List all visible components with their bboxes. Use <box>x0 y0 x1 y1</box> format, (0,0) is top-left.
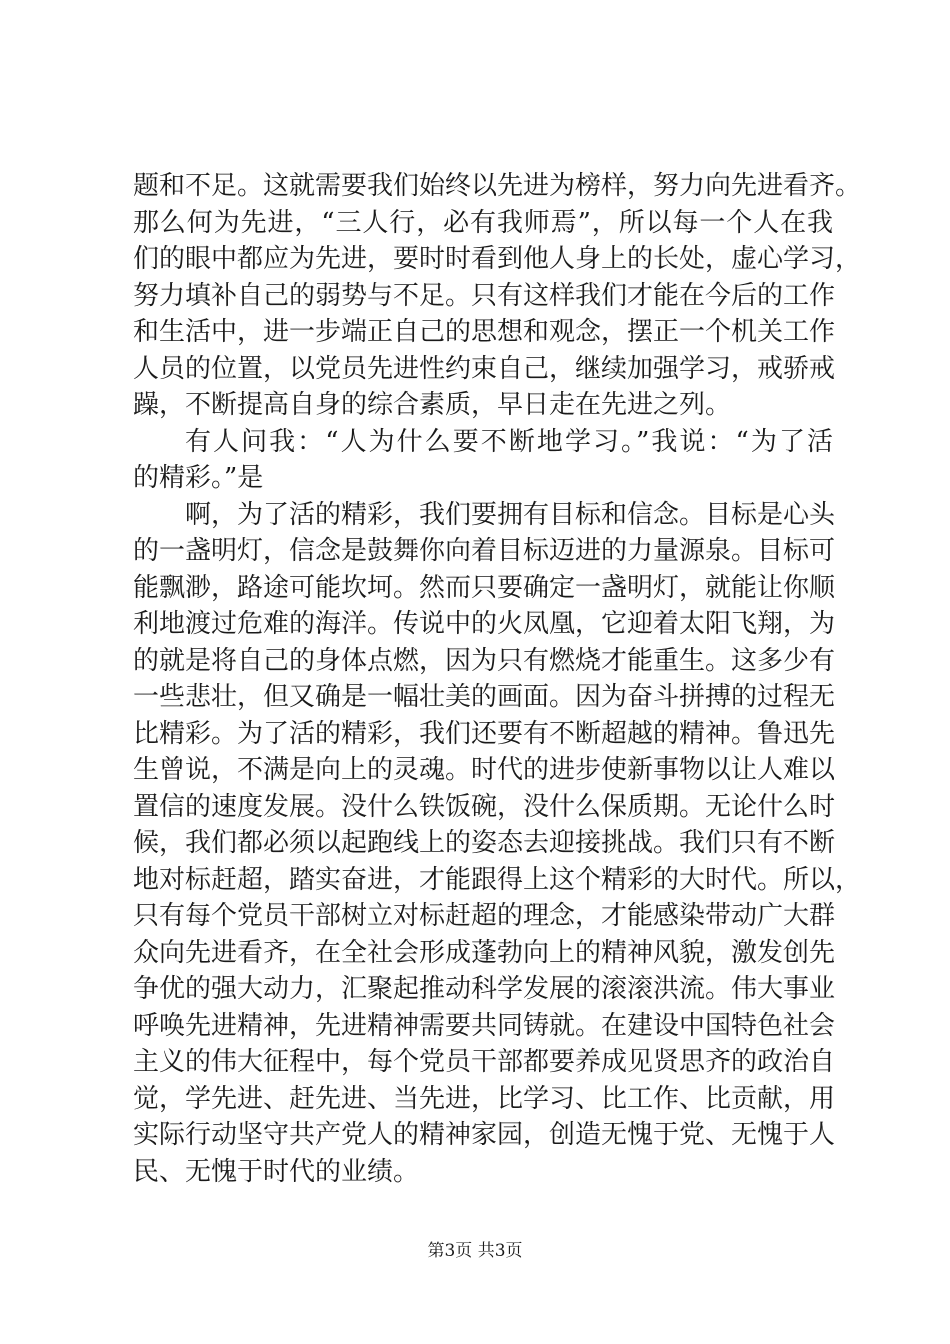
text-line: 题和不足。这就需要我们始终以先进为榜样，努力向先进看齐。 <box>133 171 862 201</box>
text-line: 能飘渺，路途可能坎坷。然而只要确定一盏明灯，就能让你顺 <box>133 572 836 603</box>
text-line: 众向先进看齐，在全社会形成蓬勃向上的精神风貌，激发创先 <box>133 937 836 968</box>
text-line: 们的眼中都应为先进，要时时看到他人身上的长处，虚心学习， <box>133 244 862 274</box>
text-line: 比精彩。为了活的精彩，我们还要有不断超越的精神。鲁迅先 <box>133 718 836 749</box>
text-line: 的一盏明灯，信念是鼓舞你向着目标迈进的力量源泉。目标可 <box>133 536 836 566</box>
text-line: 一些悲壮，但又确是一幅壮美的画面。因为奋斗拼搏的过程无 <box>133 682 836 712</box>
text-line: 觉，学先进、赶先进、当先进，比学习、比工作、比贡献，用 <box>133 1083 836 1114</box>
text-line: 人员的位置，以党员先进性约束自己，继续加强学习，戒骄戒 <box>133 353 836 384</box>
text-line: 争优的强大动力，汇聚起推动科学发展的滚滚洪流。伟大事业 <box>133 974 836 1004</box>
text-line: 利地渡过危难的海洋。传说中的火凤凰，它迎着太阳飞翔，为 <box>133 609 836 639</box>
text-line: 的就是将自己的身体点燃，因为只有燃烧才能重生。这多少有 <box>133 645 836 676</box>
text-line: 实际行动坚守共产党人的精神家园，创造无愧于党、无愧于人 <box>133 1120 836 1150</box>
document-body <box>133 168 862 1190</box>
text-line: 啊，为了活的精彩，我们要拥有目标和信念。目标是心头 <box>185 499 836 530</box>
text-line: 有人问我：“人为什么要不断地学习。”我说：“为了活 <box>185 426 833 457</box>
text-line: 躁，不断提高自身的综合素质，早日走在先进之列。 <box>133 390 732 420</box>
text-line: 主义的伟大征程中，每个党员干部都要养成见贤思齐的政治自 <box>133 1047 836 1077</box>
text-line: 的精彩。”是 <box>133 463 264 493</box>
text-line: 努力填补自己的弱势与不足。只有这样我们才能在今后的工作 <box>133 280 836 311</box>
text-line: 生曾说，不满是向上的灵魂。时代的进步使新事物以让人难以 <box>133 755 836 785</box>
text-line: 民、无愧于时代的业绩。 <box>133 1156 420 1187</box>
text-line: 地对标赶超，踏实奋进，才能跟得上这个精彩的大时代。所以， <box>133 864 862 895</box>
text-line: 候，我们都必须以起跑线上的姿态去迎接挑战。我们只有不断 <box>133 828 836 858</box>
text-line: 置信的速度发展。没什么铁饭碗，没什么保质期。无论什么时 <box>133 791 836 822</box>
text-line: 只有每个党员干部树立对标赶超的理念，才能感染带动广大群 <box>133 901 836 931</box>
text-line: 和生活中，进一步端正自己的思想和观念，摆正一个机关工作 <box>133 317 836 347</box>
page-number-footer: 第3页 共3页 <box>427 1241 523 1261</box>
text-line: 那么何为先进，“三人行，必有我师焉”，所以每一个人在我 <box>133 207 833 238</box>
text-line: 呼唤先进精神，先进精神需要共同铸就。在建设中国特色社会 <box>133 1010 836 1041</box>
